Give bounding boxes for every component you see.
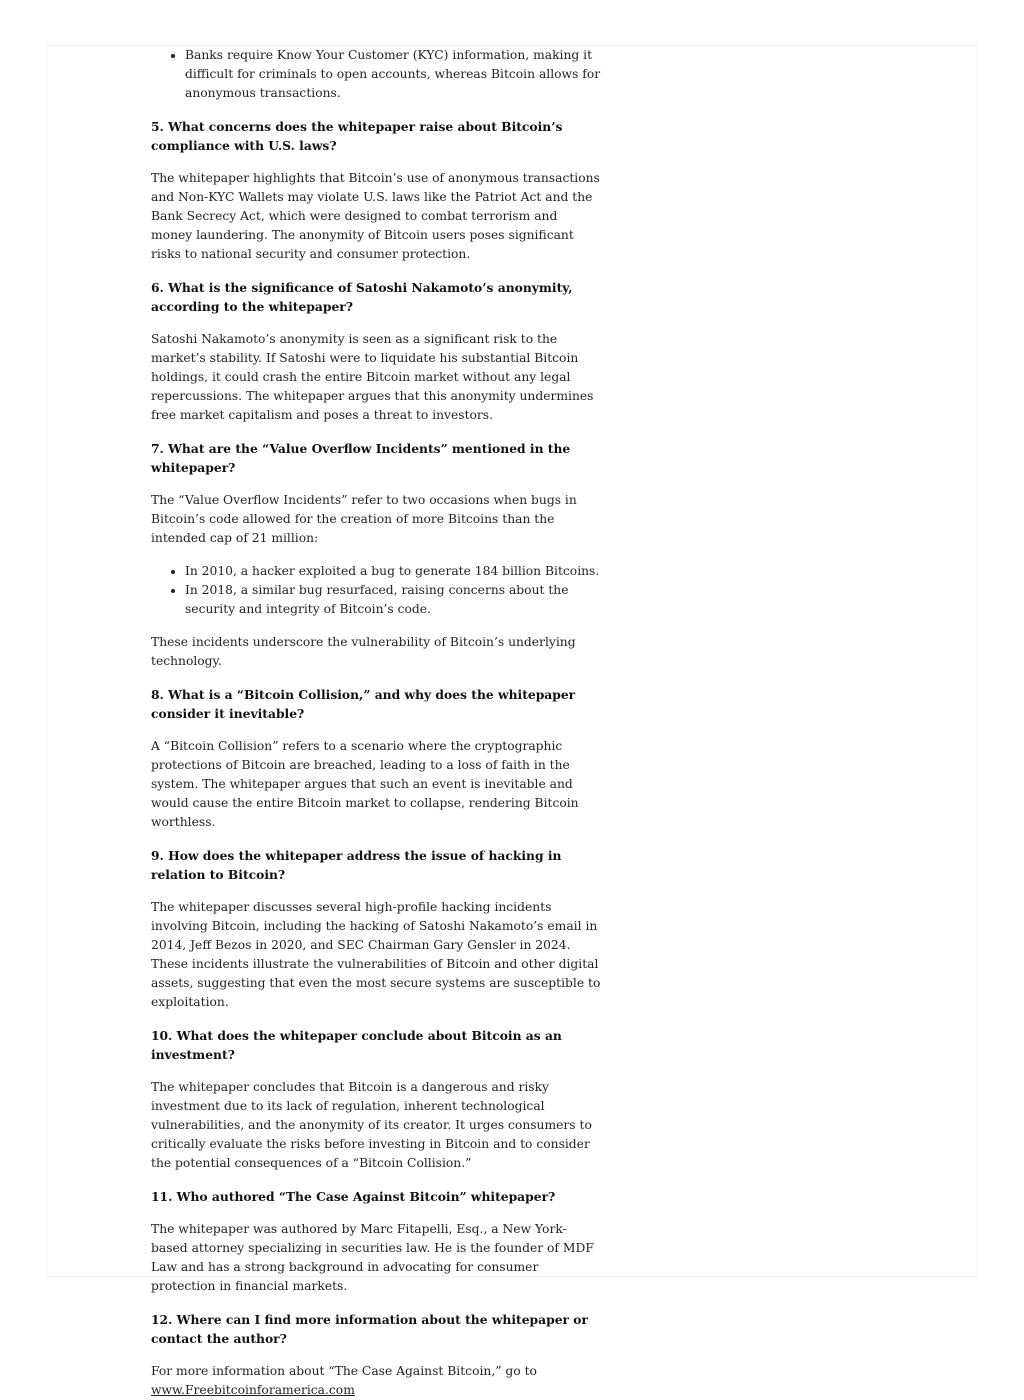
- faq-answer-10: The whitepaper concludes that Bitcoin is a dangerous and risky investment due to its lack of regulation, inherent technological vulnerabilities, and the anonymity of its creator. It urges consumers to critically evaluate the risks before investing in Bitcoin and to consider the potential consequences of a “Bitcoin Collision.”: [151, 1080, 592, 1170]
- article-body: [151, 46, 601, 1400]
- list-item: • In 2010, a hacker exploited a bug to generate 184 billion Bitcoins.: [185, 562, 601, 581]
- faq-question-7: 7. What are the “Value Overflow Incidents” mentioned in the whitepaper?: [151, 441, 571, 475]
- faq-answer-12: [151, 1362, 601, 1400]
- faq-answer-8: A “Bitcoin Collision” refers to a scenario where the cryptographic protections of Bitcoin are breached, leading to a loss of faith in the system. The whitepaper argues that such an event is inevitable and would cause the entire Bitcoin market to collapse, rendering Bitcoin worthless.: [151, 739, 579, 829]
- intro-bullet-list: [151, 46, 601, 103]
- faq-answer-7: The “Value Overflow Incidents” refer to two occasions when bugs in Bitcoin’s code allowed for the creation of more Bitcoins than the intended cap of 21 million:: [151, 493, 577, 545]
- faq-answer-5: The whitepaper highlights that Bitcoin’s use of anonymous transactions and Non-KYC Wallets may violate U.S. laws like the Patriot Act and the Bank Secrecy Act, which were designed to combat terrorism and money laundering. The anonymity of Bitcoin users poses significant risks to national security and consumer protection.: [151, 171, 600, 261]
- faq-question-8: 8. What is a “Bitcoin Collision,” and why does the whitepaper consider it inevitable?: [151, 687, 576, 721]
- faq-question-6: 6. What is the significance of Satoshi Nakamoto’s anonymity, according to the whitepaper?: [151, 280, 573, 314]
- faq-question-11: 11. Who authored “The Case Against Bitcoin” whitepaper?: [151, 1189, 556, 1204]
- faq-answer-6: Satoshi Nakamoto’s anonymity is seen as a significant risk to the market’s stability. If Satoshi were to liquidate his substantial Bitcoin holdings, it could crash the entire Bitcoin market without any legal repercussions. The whitepaper argues that this anonymity undermines free market capitalism and poses a threat to investors.: [151, 332, 594, 422]
- faq-question-10: 10. What does the whitepaper conclude about Bitcoin as an investment?: [151, 1028, 562, 1062]
- faq-answer-7-followup: These incidents underscore the vulnerability of Bitcoin’s underlying technology.: [151, 635, 576, 668]
- faq-answer-11: The whitepaper was authored by Marc Fitapelli, Esq., a New York-based attorney specializing in securities law. He is the founder of MDF Law and has a strong background in advocating for consumer protection in financial markets.: [151, 1222, 594, 1293]
- faq-answer-9: The whitepaper discusses several high-profile hacking incidents involving Bitcoin, including the hacking of Satoshi Nakamoto’s email in 2014, Jeff Bezos in 2020, and SEC Chairman Gary Gensler in 2024. These incidents illustrate the vulnerabilities of Bitcoin and other digital assets, suggesting that even the most secure systems are susceptible to exploitation.: [151, 900, 601, 1009]
- faq-question-5: 5. What concerns does the whitepaper raise about Bitcoin’s compliance with U.S. laws?: [151, 119, 563, 153]
- faq-answer-12-text: For more information about “The Case Against Bitcoin,” go to: [151, 1364, 537, 1378]
- list-item: • Banks require Know Your Customer (KYC) information, making it difficult for criminals to open accounts, whereas Bitcoin allows for anonymous transactions.: [185, 46, 601, 103]
- faq-question-9: 9. How does the whitepaper address the issue of hacking in relation to Bitcoin?: [151, 848, 562, 882]
- overflow-incidents-list: [151, 562, 601, 619]
- website-link[interactable]: www.Freebitcoinforamerica.com: [151, 1383, 355, 1397]
- faq-question-12: 12. Where can I find more information about the whitepaper or contact the author?: [151, 1312, 588, 1346]
- list-item: • In 2018, a similar bug resurfaced, raising concerns about the security and integrity of Bitcoin’s code.: [185, 581, 601, 619]
